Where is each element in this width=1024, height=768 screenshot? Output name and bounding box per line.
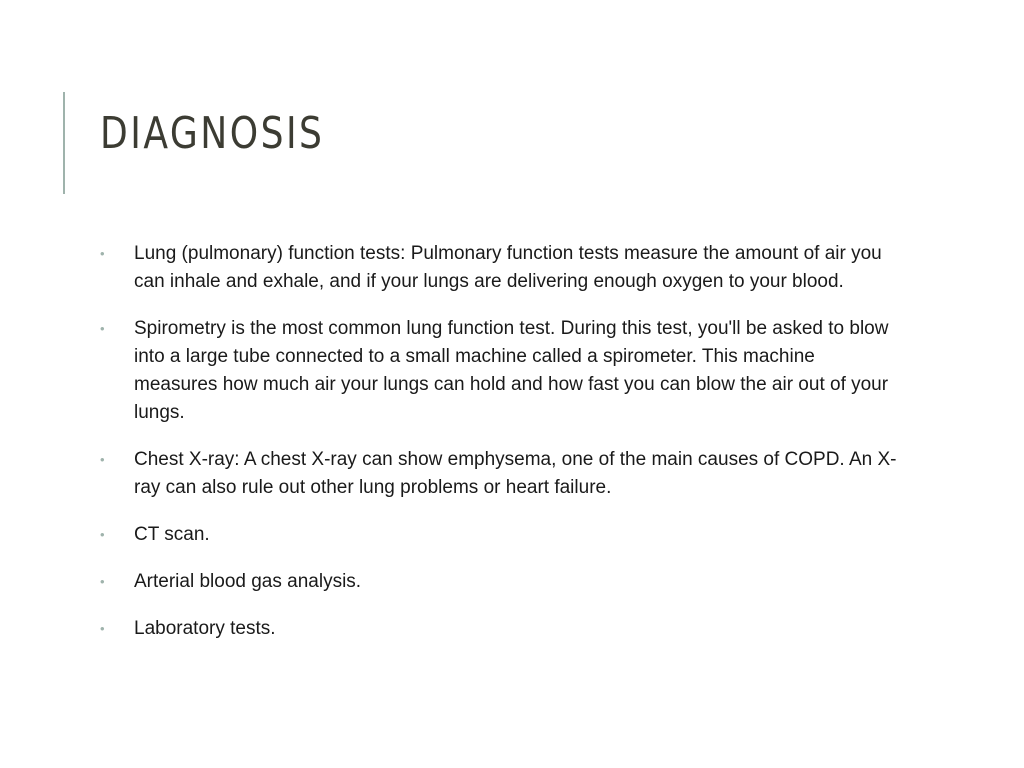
title-accent-bar xyxy=(63,92,65,194)
bullet-item xyxy=(100,521,900,549)
bullet-item xyxy=(100,315,900,427)
bullet-dot-icon: • xyxy=(100,246,105,261)
bullet-text: Laboratory tests. xyxy=(134,618,276,639)
bullet-item xyxy=(100,568,900,596)
bullet-dot-icon: • xyxy=(100,621,105,636)
slide-title: DIAGNOSIS xyxy=(100,108,325,159)
bullet-dot-icon: • xyxy=(100,321,105,336)
bullet-text: Arterial blood gas analysis. xyxy=(134,571,362,592)
bullet-dot-icon: • xyxy=(100,527,105,542)
bullet-item xyxy=(100,446,900,502)
bullet-dot-icon: • xyxy=(100,574,105,589)
bullet-text: Chest X-ray: A chest X-ray can show emphysema, one of the main causes of COPD. An X-ray can also rule out other lung problems or heart failure. xyxy=(134,449,897,498)
bullet-item xyxy=(100,240,900,296)
bullet-dot-icon: • xyxy=(100,452,105,467)
bullet-list xyxy=(100,240,900,662)
bullet-item xyxy=(100,615,900,643)
bullet-text: Spirometry is the most common lung function test. During this test, you'll be asked to blow into a large tube connected to a small machine called a spirometer. This machine measures how much air your lungs can hold and how fast you can blow the air out of your lungs. xyxy=(134,318,889,423)
bullet-text: CT scan. xyxy=(134,524,210,545)
bullet-text: Lung (pulmonary) function tests: Pulmonary function tests measure the amount of air you can inhale and exhale, and if your lungs are delivering enough oxygen to your blood. xyxy=(134,243,882,292)
